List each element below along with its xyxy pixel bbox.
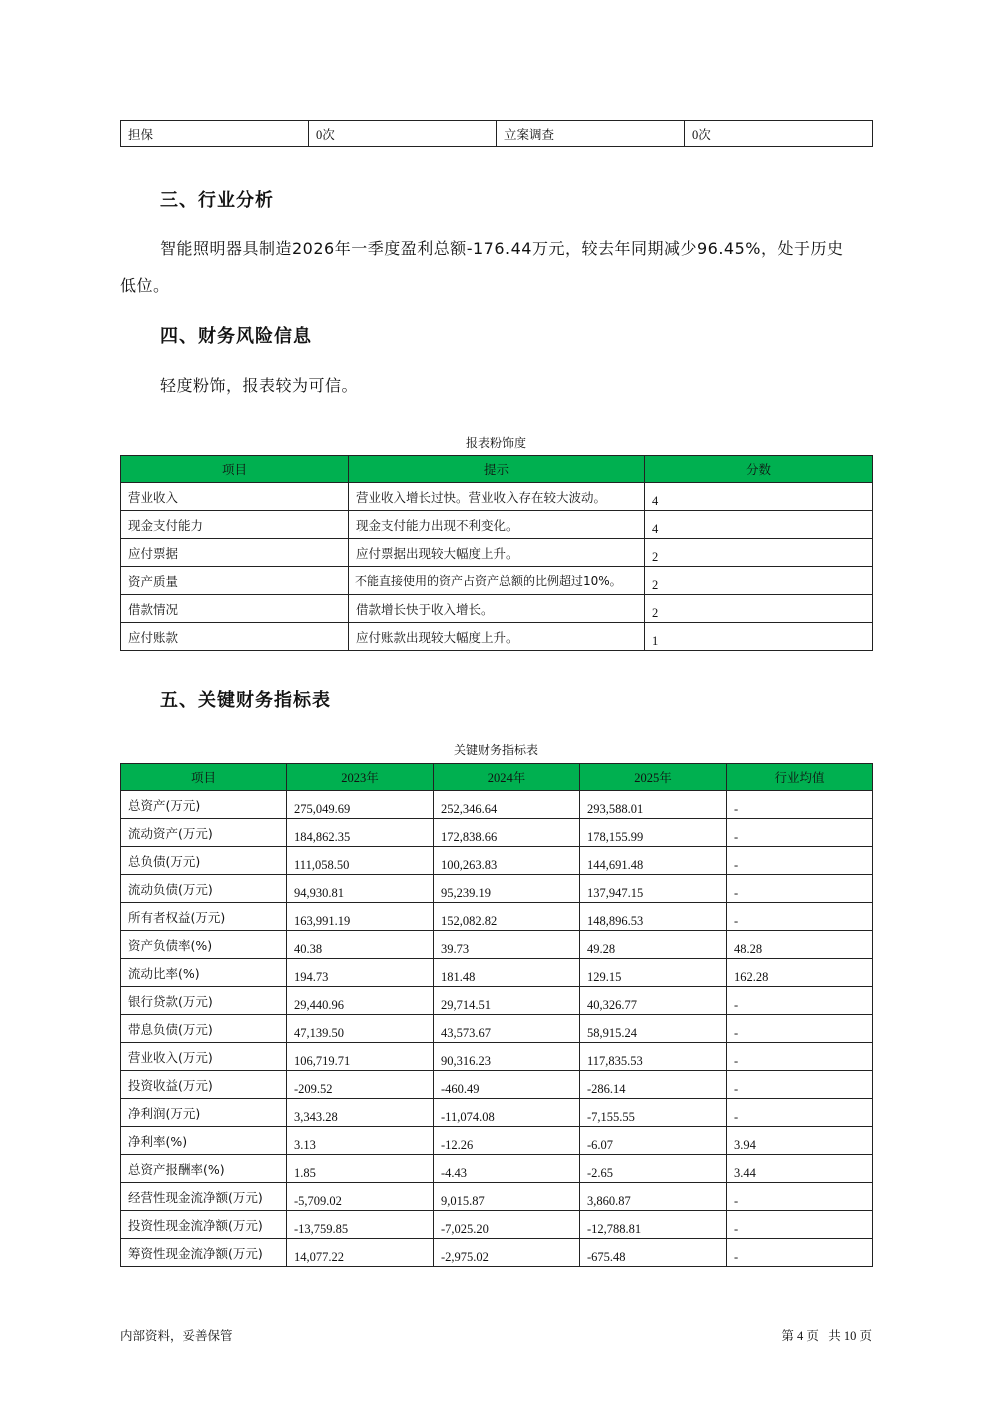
kpi-value: 39.73 <box>434 931 580 959</box>
kpi-value: 9,015.87 <box>434 1183 580 1211</box>
kpi-item-label: 流动负债(万元) <box>121 875 287 903</box>
kpi-value: - <box>727 1099 873 1127</box>
risk-item: 应付账款 <box>121 623 349 651</box>
kpi-value: -11,074.08 <box>434 1099 580 1127</box>
column-header: 项目 <box>121 764 287 791</box>
footer-confidential: 内部资料，妥善保管 <box>120 1328 233 1343</box>
kpi-value: 3.94 <box>727 1127 873 1155</box>
kpi-item-label: 银行贷款(万元) <box>121 987 287 1015</box>
risk-hint: 应付票据出现较大幅度上升。 <box>349 539 645 567</box>
section-heading-kpi: 五、关键财务指标表 <box>160 690 331 711</box>
table-row <box>121 511 873 539</box>
kpi-value: 163,991.19 <box>287 903 434 931</box>
kpi-value: 3.13 <box>287 1127 434 1155</box>
kpi-value: -13,759.85 <box>287 1211 434 1239</box>
kpi-table-body <box>121 791 873 1267</box>
kpi-value: 49.28 <box>580 931 727 959</box>
kpi-value: -6.07 <box>580 1127 727 1155</box>
kpi-value: -7,155.55 <box>580 1099 727 1127</box>
table-row <box>121 959 873 987</box>
kpi-item-label: 流动比率(%) <box>121 959 287 987</box>
column-header: 2024年 <box>434 764 580 791</box>
kpi-value: 48.28 <box>727 931 873 959</box>
kpi-item-label: 投资收益(万元) <box>121 1071 287 1099</box>
risk-score: 2 <box>645 539 873 567</box>
kpi-item-label: 经营性现金流净额(万元) <box>121 1183 287 1211</box>
kpi-item-label: 带息负债(万元) <box>121 1015 287 1043</box>
table-row <box>121 903 873 931</box>
risk-hint: 应付账款出现较大幅度上升。 <box>349 623 645 651</box>
risk-score: 4 <box>645 483 873 511</box>
table-row <box>121 847 873 875</box>
table-row <box>121 1211 873 1239</box>
table-header-row <box>121 764 873 791</box>
column-header: 分数 <box>645 456 873 483</box>
kpi-table-caption: 关键财务指标表 <box>453 743 538 757</box>
kpi-item-label: 投资性现金流净额(万元) <box>121 1211 287 1239</box>
risk-score: 1 <box>645 623 873 651</box>
kpi-value: 293,588.01 <box>580 791 727 819</box>
kpi-value: -2,975.02 <box>434 1239 580 1267</box>
kpi-value: - <box>727 987 873 1015</box>
column-header: 项目 <box>121 456 349 483</box>
kpi-value: - <box>727 819 873 847</box>
kpi-value: - <box>727 1043 873 1071</box>
kpi-item-label: 流动资产(万元) <box>121 819 287 847</box>
kpi-value: 172,838.66 <box>434 819 580 847</box>
kpi-item-label: 筹资性现金流净额(万元) <box>121 1239 287 1267</box>
risk-score: 2 <box>645 595 873 623</box>
industry-paragraph-line2: 低位。 <box>120 276 170 295</box>
kpi-value: -460.49 <box>434 1071 580 1099</box>
kpi-item-label: 所有者权益(万元) <box>121 903 287 931</box>
kpi-value: 152,082.82 <box>434 903 580 931</box>
kpi-value: 184,862.35 <box>287 819 434 847</box>
kpi-value: 148,896.53 <box>580 903 727 931</box>
table-row <box>121 539 873 567</box>
kpi-value: -4.43 <box>434 1155 580 1183</box>
kpi-value: - <box>727 875 873 903</box>
industry-paragraph-line1: 智能照明器具制造2026年一季度盈利总额-176.44万元，较去年同期减少96.45%，处于历史 <box>160 239 844 258</box>
kpi-value: -12,788.81 <box>580 1211 727 1239</box>
table-row <box>121 987 873 1015</box>
kpi-value: 29,440.96 <box>287 987 434 1015</box>
table-cell: 立案调查 <box>497 121 685 147</box>
kpi-value: - <box>727 791 873 819</box>
table-row <box>121 623 873 651</box>
table-header-row <box>121 456 873 483</box>
kpi-value: - <box>727 1015 873 1043</box>
kpi-value: 90,316.23 <box>434 1043 580 1071</box>
kpi-value: - <box>727 1183 873 1211</box>
kpi-value: 252,346.64 <box>434 791 580 819</box>
kpi-value: 40.38 <box>287 931 434 959</box>
kpi-value: 111,058.50 <box>287 847 434 875</box>
kpi-item-label: 资产负债率(%) <box>121 931 287 959</box>
risk-hint: 现金支付能力出现不利变化。 <box>349 511 645 539</box>
risk-hint: 借款增长快于收入增长。 <box>349 595 645 623</box>
table-row <box>121 791 873 819</box>
kpi-value: 29,714.51 <box>434 987 580 1015</box>
kpi-value: 3,343.28 <box>287 1099 434 1127</box>
risk-table-caption: 报表粉饰度 <box>465 436 526 450</box>
risk-item: 现金支付能力 <box>121 511 349 539</box>
table-row <box>121 1099 873 1127</box>
kpi-value: -5,709.02 <box>287 1183 434 1211</box>
kpi-value: -209.52 <box>287 1071 434 1099</box>
risk-item: 应付票据 <box>121 539 349 567</box>
kpi-value: - <box>727 1239 873 1267</box>
table-row <box>121 1183 873 1211</box>
kpi-value: - <box>727 1071 873 1099</box>
kpi-value: -7,025.20 <box>434 1211 580 1239</box>
kpi-value: - <box>727 847 873 875</box>
kpi-value: 1.85 <box>287 1155 434 1183</box>
kpi-table <box>120 763 873 1267</box>
kpi-value: 58,915.24 <box>580 1015 727 1043</box>
kpi-value: 95,239.19 <box>434 875 580 903</box>
risk-item: 借款情况 <box>121 595 349 623</box>
table-row <box>121 1071 873 1099</box>
kpi-value: 162.28 <box>727 959 873 987</box>
table-row <box>121 819 873 847</box>
risk-score: 2 <box>645 567 873 595</box>
kpi-value: 144,691.48 <box>580 847 727 875</box>
kpi-value: -286.14 <box>580 1071 727 1099</box>
kpi-value: -675.48 <box>580 1239 727 1267</box>
table-row <box>121 1239 873 1267</box>
kpi-item-label: 总资产报酬率(%) <box>121 1155 287 1183</box>
kpi-value: 275,049.69 <box>287 791 434 819</box>
table-cell: 担保 <box>121 121 309 147</box>
kpi-value: 43,573.67 <box>434 1015 580 1043</box>
table-row <box>121 595 873 623</box>
table-row <box>121 567 873 595</box>
section-heading-risk: 四、财务风险信息 <box>160 326 312 347</box>
kpi-value: 178,155.99 <box>580 819 727 847</box>
kpi-value: - <box>727 903 873 931</box>
kpi-item-label: 营业收入(万元) <box>121 1043 287 1071</box>
kpi-item-label: 净利率(%) <box>121 1127 287 1155</box>
risk-item: 营业收入 <box>121 483 349 511</box>
guarantee-table <box>120 120 873 147</box>
risk-score: 4 <box>645 511 873 539</box>
kpi-value: 181.48 <box>434 959 580 987</box>
table-row <box>121 875 873 903</box>
kpi-value: 129.15 <box>580 959 727 987</box>
table-row <box>121 121 873 147</box>
kpi-value: 137,947.15 <box>580 875 727 903</box>
table-row <box>121 1155 873 1183</box>
kpi-value: -12.26 <box>434 1127 580 1155</box>
table-cell: 0次 <box>309 121 497 147</box>
column-header: 提示 <box>349 456 645 483</box>
table-cell: 0次 <box>685 121 873 147</box>
risk-table <box>120 455 873 651</box>
table-row <box>121 483 873 511</box>
kpi-value: 194.73 <box>287 959 434 987</box>
kpi-item-label: 总负债(万元) <box>121 847 287 875</box>
table-row <box>121 931 873 959</box>
kpi-value: 3.44 <box>727 1155 873 1183</box>
column-header: 2025年 <box>580 764 727 791</box>
kpi-value: 47,139.50 <box>287 1015 434 1043</box>
risk-hint: 营业收入增长过快。营业收入存在较大波动。 <box>349 483 645 511</box>
kpi-value: 106,719.71 <box>287 1043 434 1071</box>
risk-item: 资产质量 <box>121 567 349 595</box>
kpi-value: 117,835.53 <box>580 1043 727 1071</box>
table-row <box>121 1127 873 1155</box>
table-row <box>121 1043 873 1071</box>
table-row <box>121 1015 873 1043</box>
kpi-item-label: 净利润(万元) <box>121 1099 287 1127</box>
kpi-value: 3,860.87 <box>580 1183 727 1211</box>
risk-hint: 不能直接使用的资产占资产总额的比例超过10%。 <box>349 567 645 595</box>
kpi-value: 100,263.83 <box>434 847 580 875</box>
kpi-value: 40,326.77 <box>580 987 727 1015</box>
kpi-value: -2.65 <box>580 1155 727 1183</box>
column-header: 行业均值 <box>727 764 873 791</box>
footer-page-number: 第 4 页 共 10 页 <box>781 1329 872 1343</box>
kpi-value: 94,930.81 <box>287 875 434 903</box>
kpi-value: - <box>727 1211 873 1239</box>
kpi-value: 14,077.22 <box>287 1239 434 1267</box>
section-heading-industry: 三、行业分析 <box>160 190 274 211</box>
kpi-item-label: 总资产(万元) <box>121 791 287 819</box>
risk-paragraph: 轻度粉饰，报表较为可信。 <box>160 376 359 395</box>
column-header: 2023年 <box>287 764 434 791</box>
